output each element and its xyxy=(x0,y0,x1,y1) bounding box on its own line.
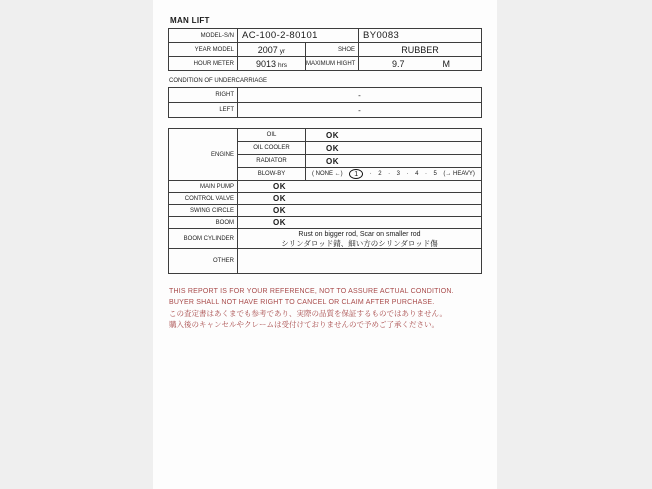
blow-by-dot: · xyxy=(388,171,391,177)
blow-by-dot: · xyxy=(424,171,427,177)
disclaimer-line-1: THIS REPORT IS FOR YOUR REFERENCE, NOT TO ASSURE ACTUAL CONDITION. xyxy=(169,288,454,295)
boom-cylinder-note-en: Rust on bigger rod, Scar on smaller rod xyxy=(298,230,421,238)
blow-by-level-2: 2 xyxy=(378,171,382,177)
other-label: OTHER xyxy=(169,249,238,274)
row-swing-circle xyxy=(169,205,482,217)
left-label: LEFT xyxy=(169,103,238,118)
max-height-unit: M xyxy=(442,58,451,69)
main-pump-value: OK xyxy=(238,181,482,193)
swing-circle-label: SWING CIRCLE xyxy=(169,205,238,217)
engine-row-oil xyxy=(169,129,482,142)
disclaimer-line-3: この査定書はあくまでも参考であり、実際の品質を保証するものではありません。 xyxy=(169,309,447,318)
undercarriage-table xyxy=(168,87,482,118)
row-other xyxy=(169,249,482,274)
boom-cylinder-label: BOOM CYLINDER xyxy=(169,229,238,249)
radiator-label: RADIATOR xyxy=(238,155,306,168)
boom-cylinder-note xyxy=(238,229,482,249)
main-pump-label: MAIN PUMP xyxy=(169,181,238,193)
max-height-label: MAXIMUM HIGHT xyxy=(306,57,359,71)
spec-row-model xyxy=(169,29,482,43)
boom-cylinder-note-jp: シリンダロッド錆、細い方のシリンダロッド傷 xyxy=(281,238,438,248)
row-control-valve xyxy=(169,193,482,205)
boom-value: OK xyxy=(238,217,482,229)
spec-row-year xyxy=(169,43,482,57)
model-sn-value: AC-100-2-80101 xyxy=(238,29,359,43)
blow-by-heavy-note: (→ HEAVY) xyxy=(443,171,475,177)
disclaimer-block xyxy=(169,287,454,330)
left-value: - xyxy=(238,103,482,118)
hour-unit: hrs xyxy=(278,61,288,69)
spec-table xyxy=(168,28,482,71)
shoe-value: RUBBER xyxy=(359,43,482,57)
year-model-label: YEAR MODEL xyxy=(169,43,238,57)
report-page xyxy=(153,0,497,489)
disclaimer-line-4: 購入後のキャンセルやクレームは受付けておりませんので予めご了承ください。 xyxy=(169,320,439,329)
oil-cooler-value: OK xyxy=(306,142,482,155)
blow-by-level-3: 3 xyxy=(396,171,401,177)
blow-by-label: BLOW-BY xyxy=(238,168,306,181)
shoe-label: SHOE xyxy=(306,43,359,57)
hour-meter-value: 9013 hrs xyxy=(238,57,306,71)
blow-by-scale xyxy=(306,168,482,181)
max-height-value: 9.7 M xyxy=(359,57,482,71)
undercarriage-section-label: CONDITION OF UNDERCARRIAGE xyxy=(169,78,268,84)
oil-cooler-label: OIL COOLER xyxy=(238,142,306,155)
blow-by-selected-circle: 1 xyxy=(349,169,363,179)
blow-by-level-4: 4 xyxy=(415,171,419,177)
oil-label: OIL xyxy=(238,129,306,142)
control-valve-value: OK xyxy=(238,193,482,205)
disclaimer-line-2: BUYER SHALL NOT HAVE RIGHT TO CANCEL OR CLAIM AFTER PURCHASE. xyxy=(169,298,435,306)
year-unit: yr xyxy=(279,47,286,55)
other-value xyxy=(238,249,482,274)
oil-value: OK xyxy=(306,129,482,142)
blow-by-dot: · xyxy=(406,171,409,177)
blow-by-dot: · xyxy=(369,171,372,177)
row-main-pump xyxy=(169,181,482,193)
year-model-value: 2007 yr xyxy=(238,43,306,57)
swing-circle-value: OK xyxy=(238,205,482,217)
boom-label: BOOM xyxy=(169,217,238,229)
row-boom xyxy=(169,217,482,229)
hour-meter-label: HOUR METER xyxy=(169,57,238,71)
serial-value: BY0083 xyxy=(359,29,482,43)
undercarriage-row-left xyxy=(169,103,482,118)
spec-row-hour xyxy=(169,57,482,71)
blow-by-none-note: ( NONE ←) xyxy=(312,171,343,177)
engine-label: ENGINE xyxy=(169,129,238,181)
row-boom-cylinder xyxy=(169,229,482,249)
undercarriage-row-right xyxy=(169,88,482,103)
page-title: MAN LIFT xyxy=(170,16,210,25)
radiator-value: OK xyxy=(306,155,482,168)
blow-by-level-5: 5 xyxy=(433,171,437,177)
model-sn-label: MODEL-S/N xyxy=(169,29,238,43)
right-value: - xyxy=(238,88,482,103)
control-valve-label: CONTROL VALVE xyxy=(169,193,238,205)
inspection-table xyxy=(168,128,482,274)
right-label: RIGHT xyxy=(169,88,238,103)
